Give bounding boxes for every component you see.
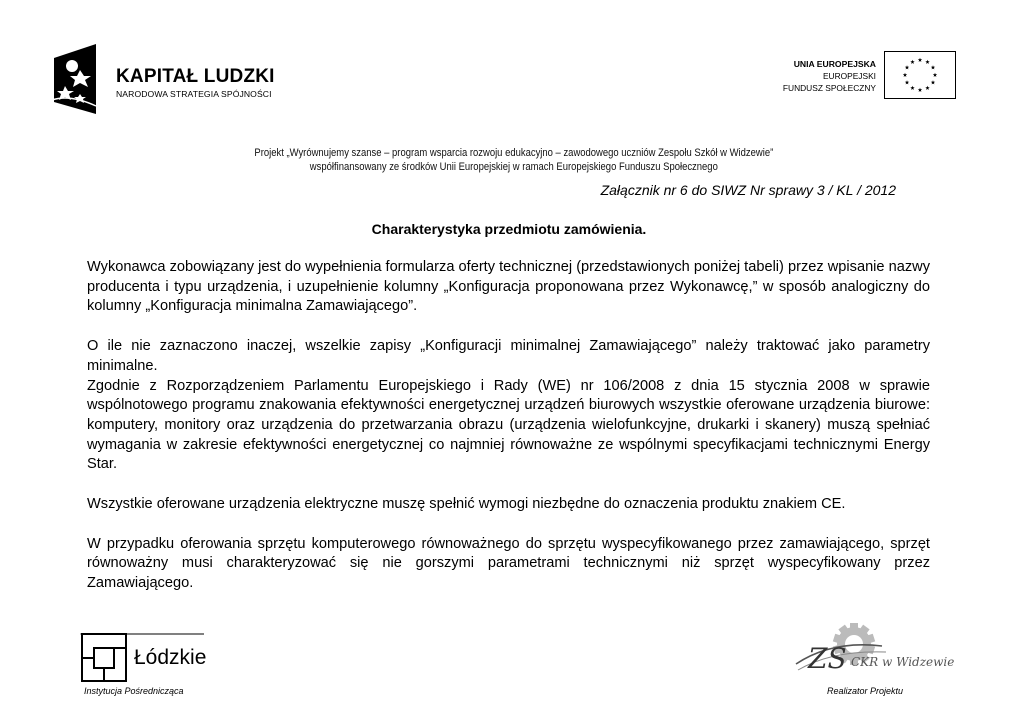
paragraph-ce-marking: Wszystkie oferowane urządzenia elektryczne muszę spełnić wymogi niezbędne do oznaczenia produktu znakiem CE. bbox=[87, 496, 846, 513]
paragraph-minimal-parameters: O ile nie zaznaczono inaczej, wszelkie zapisy „Konfiguracji minimalnej Zamawiającego” należy traktować jako parametry minimalne. bbox=[87, 338, 930, 374]
eu-fund-line1: EUROPEJSKI bbox=[822, 71, 876, 81]
project-line-2: współfinansowany ze środków Unii Europejskiej w ramach Europejskiego Funduszu Społecznego bbox=[309, 161, 718, 173]
eu-logo-text bbox=[783, 58, 876, 94]
paragraph-equivalent-equipment: W przypadku oferowania sprzętu komputerowego równoważnego do sprzętu wyspecyfikowanego przez zamawiającego, sprzęt równoważny musi charakteryzować się nie gorszymi parametrami technicznymi niż sprzęt wyspecyfikowany przez Zamawiającego. bbox=[87, 535, 930, 592]
zs-logo-letters: ZS bbox=[808, 642, 847, 675]
project-line-1: Projekt „Wyrównujemy szanse – program wsparcia rozwoju edukacyjno – zawodowego uczniów Zespołu Szkół w Widzewie” bbox=[254, 147, 774, 159]
lodzkie-logo-name: Łódzkie bbox=[134, 646, 207, 669]
intermediate-institution-caption: Instytucja Pośrednicząca bbox=[84, 686, 184, 696]
document-body bbox=[87, 258, 930, 594]
program-logo-subtitle: NARODOWA STRATEGIA SPÓJNOŚCI bbox=[116, 89, 272, 99]
kapital-ludzki-emblem-icon bbox=[50, 44, 110, 114]
gear-tooth bbox=[850, 623, 858, 631]
paragraph-energy-star: Zgodnie z Rozporządzeniem Parlamentu Europejskiego i Rady (WE) nr 106/2008 z dnia 15 stycznia 2008 w sprawie wspólnotowego programu znakowania efektywności energetycznej urządzeń biurowych wszystkie oferowane urządzenia biurowe: komputery, monitory oraz urządzenia do przetwarzania obrazu (urządzenia wielofunkcyjne, drukarki i skanery) muszą spełniać wymagania w zakresie efektywności energetycznej co najmniej równoważne ze wspólnymi specyfikacjami technicznymi Energy Star. bbox=[87, 377, 930, 473]
zs-logo-text: CKR w Widzewie bbox=[851, 655, 955, 669]
eu-name: UNIA EUROPEJSKA bbox=[793, 59, 876, 69]
eu-flag-icon bbox=[884, 51, 956, 99]
paragraph-contractor-obligation: Wykonawca zobowiązany jest do wypełnienia formularza oferty technicznej (przedstawionych poniżej tabeli) przez wpisanie nazwy producenta i typu urządzenia, i uzupełnienie kolumny „Konfiguracja proponowana przez Wykonawcę,” w sposób analogiczny do kolumny „Konfiguracja minimalna Zamawiającego”. bbox=[87, 259, 930, 315]
eu-fund-line2: FUNDUSZ SPOŁECZNY bbox=[782, 83, 876, 93]
program-logo-title: KAPITAŁ LUDZKI bbox=[116, 66, 275, 87]
project-executor-caption: Realizator Projektu bbox=[827, 686, 904, 696]
attachment-reference: Załącznik nr 6 do SIWZ Nr sprawy 3 / KL / 2012 bbox=[600, 182, 896, 198]
project-description bbox=[0, 146, 1024, 174]
document-title: Charakterystyka przedmiotu zamówienia. bbox=[371, 221, 647, 237]
